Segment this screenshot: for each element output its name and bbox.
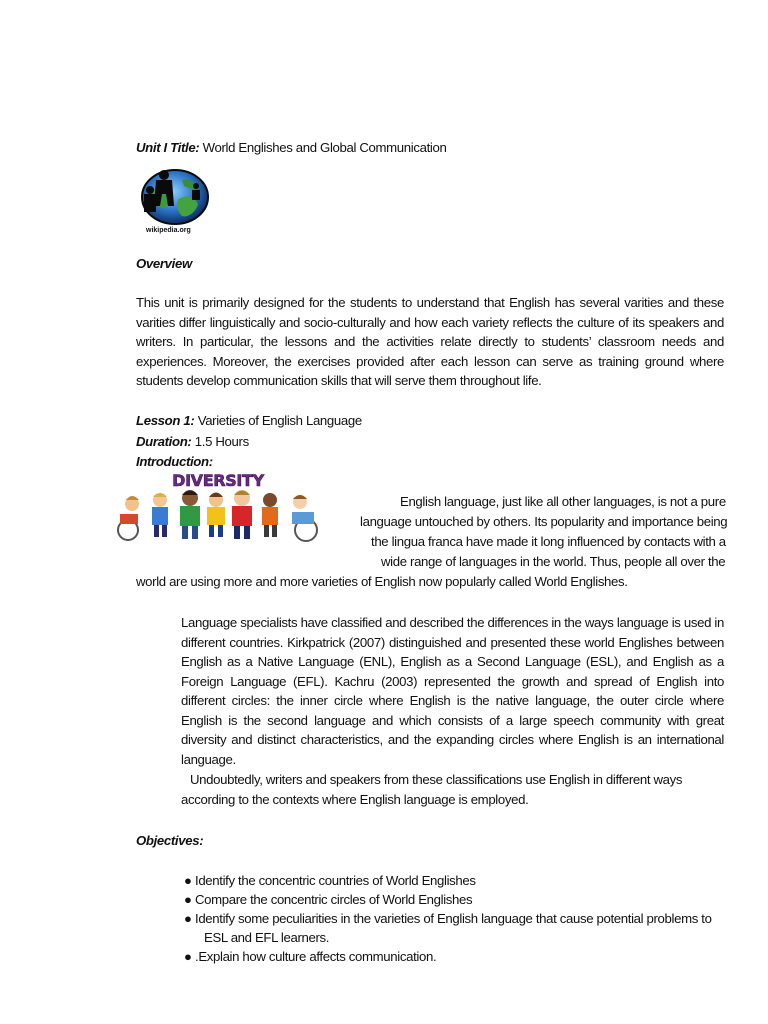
lesson-label: Lesson 1: <box>136 413 195 428</box>
specialists-paragraph: Language specialists have classified and described the differences in the ways language is used in different countries. Kirkpatrick (2007) distinguished and presented these world Englishes between English as a Native Language (ENL), English as a Second Language (ESL), and English as a Foreign Language (EFL). Kachru (2003) represented the growth and spread of English into different circles: the inner circle where English is the native language, the outer circle where English is the second language and which consists of a large speech community with great diversity and distinct characteristics, and the expanding circles where English is an international language. <box>181 615 724 767</box>
lesson-title: Varieties of English Language <box>194 413 362 428</box>
lesson-title-line <box>136 411 362 431</box>
introduction-line-3: the lingua franca have made it long influenced by contacts with a <box>371 534 726 549</box>
objectives-heading: Objectives: <box>136 833 204 848</box>
introduction-line-4: wide range of languages in the world. Thus, people all over the <box>381 554 726 569</box>
unit-title-text: World Englishes and Global Communication <box>199 140 447 155</box>
undoubtedly-paragraph-wrapper <box>181 770 711 809</box>
unit-title-label: Unit I Title: <box>136 140 200 155</box>
duration-line <box>136 432 249 452</box>
introduction-line-1: English language, just like all other languages, is not a pure <box>400 494 726 509</box>
undoubtedly-paragraph: Undoubtedly, writers and speakers from these classifications use English in different ways according to the contexts where English language is employed. <box>181 772 683 807</box>
bullet-icon: ● <box>184 949 192 964</box>
introduction-heading: Introduction: <box>136 454 213 469</box>
introduction-line-2: language untouched by others. Its popularity and importance being <box>360 514 728 529</box>
objective-text: .Explain how culture affects communication. <box>195 949 437 964</box>
objective-continuation: ESL and EFL learners. <box>204 930 330 945</box>
logo-caption: wikipedia.org <box>146 227 191 234</box>
duration-value: 1.5 Hours <box>191 434 249 449</box>
duration-label: Duration: <box>136 434 192 449</box>
objective-item <box>184 890 724 909</box>
globe-with-people-icon <box>138 166 210 226</box>
objective-text: Identify some peculiarities in the varieties of English language that cause potential problems to <box>195 911 712 926</box>
objective-text: Compare the concentric circles of World Englishes <box>195 892 473 907</box>
objective-item <box>184 871 724 890</box>
overview-paragraph: This unit is primarily designed for the students to understand that English has several varities and these varities differ linguistically and socio-culturally and how each variety reflects the culture of its speakers and writers. In particular, the lessons and the activities relate directly to students’ classroom needs and experiences. Moreover, the exercises provided after each lesson can serve as training ground where students develop communication skills that will serve them throughout life. <box>136 295 724 388</box>
objective-item <box>184 909 724 947</box>
objective-text: Identify the concentric countries of World Englishes <box>195 873 476 888</box>
overview-heading: Overview <box>136 256 192 271</box>
diversity-word: DIVERSITY <box>172 471 264 490</box>
bullet-icon: ● <box>184 873 192 888</box>
unit-title-line <box>136 138 446 158</box>
children-diversity-clipart-icon <box>112 470 324 544</box>
objectives-list <box>184 871 724 966</box>
introduction-line-5: world are using more and more varieties of English now popularly called World Englishes. <box>136 574 628 589</box>
bullet-icon: ● <box>184 911 192 926</box>
bullet-icon: ● <box>184 892 192 907</box>
objective-item <box>184 947 724 966</box>
